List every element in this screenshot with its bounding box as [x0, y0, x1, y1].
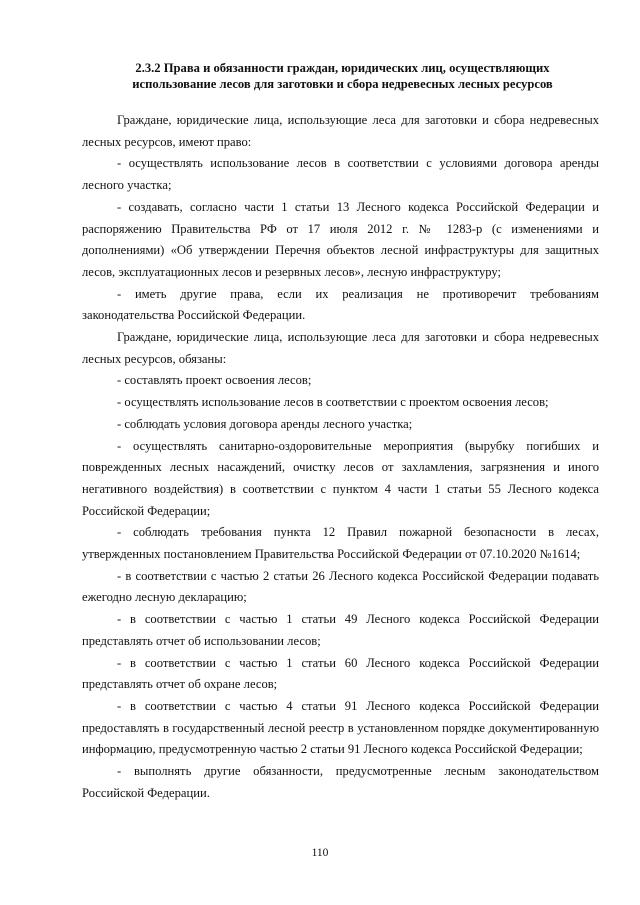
- paragraph-right-infrastructure: - создавать, согласно части 1 статьи 13 Лесного кодекса Российской Федерации и распоряжению Правительства РФ от 17 июля 2012 г. № 1283-р (с изменениями и дополнениями) «Об утверждении Перечня объектов лесной инфраструктуры для защитных лесов, эксплуатационных лесов и резервных лесов», лесную инфраструктуру;: [82, 199, 599, 279]
- paragraph-obligation-protection-report: - в соответствии с частью 1 статьи 60 Лесного кодекса Российской Федерации представлять отчет об охране лесов;: [82, 655, 599, 692]
- paragraph-obligation-fire-safety: - соблюдать требования пункта 12 Правил пожарной безопасности в лесах, утвержденных постановлением Правительства Российской Федерации от 07.10.2020 №1614;: [82, 525, 599, 562]
- section-heading: 2.3.2 Права и обязанности граждан, юридических лиц, осуществляющих использование лесов для заготовки и сбора недревесных лесных ресурсов: [132, 61, 553, 91]
- document-body: [82, 110, 599, 805]
- paragraph-obligation-other: - выполнять другие обязанности, предусмотренные лесным законодательством Российской Федерации.: [82, 764, 599, 800]
- paragraph-obligation-sanitary: - осуществлять санитарно-оздоровительные мероприятия (вырубку погибших и поврежденных лесных насаждений, очистку лесов от захламления, загрязнения и иного негативного воздействия) в соответствии с пунктом 4 части 1 статьи 55 Лесного кодекса Российской Федерации;: [82, 438, 599, 518]
- paragraph-obligation-declaration: - в соответствии с частью 2 статьи 26 Лесного кодекса Российской Федерации подавать ежегодно лесную декларацию;: [82, 568, 599, 605]
- paragraph-obligation-use-report: - в соответствии с частью 1 статьи 49 Лесного кодекса Российской Федерации представлять отчет об использовании лесов;: [82, 612, 599, 648]
- paragraph-right-lease-use: - осуществлять использование лесов в соответствии с условиями договора аренды лесного участка;: [82, 156, 599, 193]
- page-number: 110: [311, 847, 329, 859]
- paragraph-obligation-registry: - в соответствии с частью 4 статьи 91 Лесного кодекса Российской Федерации предоставлять в государственный лесной реестр в установленном порядке документированную информацию, предусмотренную частью 2 статьи 91 Лесного кодекса Российской Федерации;: [82, 698, 599, 757]
- paragraph-rights-intro: Граждане, юридические лица, использующие леса для заготовки и сбора недревесных лесных ресурсов, имеют право:: [82, 113, 599, 149]
- paragraph-obligation-use-project: - осуществлять использование лесов в соответствии с проектом освоения лесов;: [117, 395, 549, 410]
- paragraph-obligations-intro: Граждане, юридические лица, использующие леса для заготовки и сбора недревесных лесных ресурсов, обязаны:: [82, 330, 599, 366]
- paragraph-obligation-lease-terms: - соблюдать условия договора аренды лесного участка;: [117, 416, 413, 431]
- paragraph-obligation-project: - составлять проект освоения лесов;: [117, 373, 312, 388]
- paragraph-right-other: - иметь другие права, если их реализация не противоречит требованиям законодательства Российской Федерации.: [82, 286, 599, 323]
